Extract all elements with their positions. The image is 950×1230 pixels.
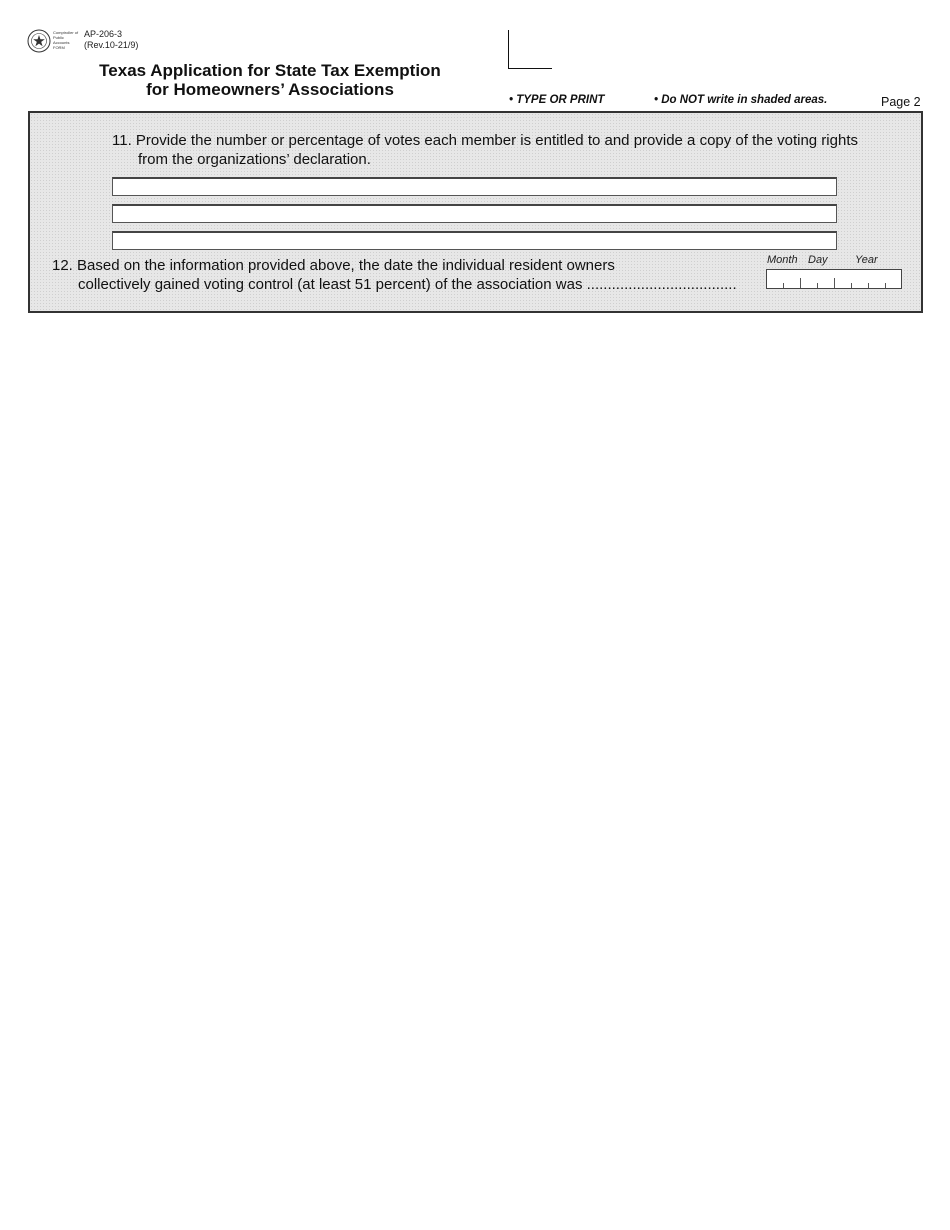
day-label: Day xyxy=(808,254,828,266)
question-11-line-2: from the organizations’ declaration. xyxy=(138,151,371,168)
page-number: Page 2 xyxy=(881,95,921,109)
title-line-2: for Homeowners’ Associations xyxy=(146,80,394,99)
form-title xyxy=(60,61,480,99)
date-divider xyxy=(800,278,801,288)
corner-mark-vertical xyxy=(508,30,509,69)
shaded-areas-instruction: • Do NOT write in shaded areas. xyxy=(654,94,828,106)
title-line-1: Texas Application for State Tax Exemption xyxy=(99,61,441,80)
voting-control-date-field[interactable] xyxy=(766,269,902,289)
voting-rights-answer-3[interactable] xyxy=(112,231,837,250)
comptroller-seal-icon xyxy=(27,29,51,53)
voting-rights-answer-2[interactable] xyxy=(112,204,837,223)
form-number: AP-206-3 xyxy=(84,29,123,39)
question-12-line-2: collectively gained voting control (at least 51 percent) of the association was .................................... xyxy=(78,276,737,293)
question-11 xyxy=(112,131,902,169)
form-number-block xyxy=(84,29,138,51)
corner-mark-horizontal xyxy=(508,68,552,69)
form-revision: (Rev.10-21/9) xyxy=(84,40,139,50)
question-11-line-1: 11. Provide the number or percentage of votes each member is entitled to and provide a copy of the voting rights xyxy=(112,132,858,149)
date-tick xyxy=(817,283,818,288)
date-tick xyxy=(868,283,869,288)
year-label: Year xyxy=(855,254,878,266)
question-12-line-1: 12. Based on the information provided above, the date the individual resident owners xyxy=(52,257,615,274)
seal-caption: Comptroller of Public Accounts FORM xyxy=(53,30,79,50)
date-divider xyxy=(834,278,835,288)
month-label: Month xyxy=(767,254,798,266)
date-tick xyxy=(783,283,784,288)
type-or-print-instruction: • TYPE OR PRINT xyxy=(509,94,605,106)
date-tick xyxy=(885,283,886,288)
date-tick xyxy=(851,283,852,288)
question-12 xyxy=(52,256,772,294)
voting-rights-answer-1[interactable] xyxy=(112,177,837,196)
